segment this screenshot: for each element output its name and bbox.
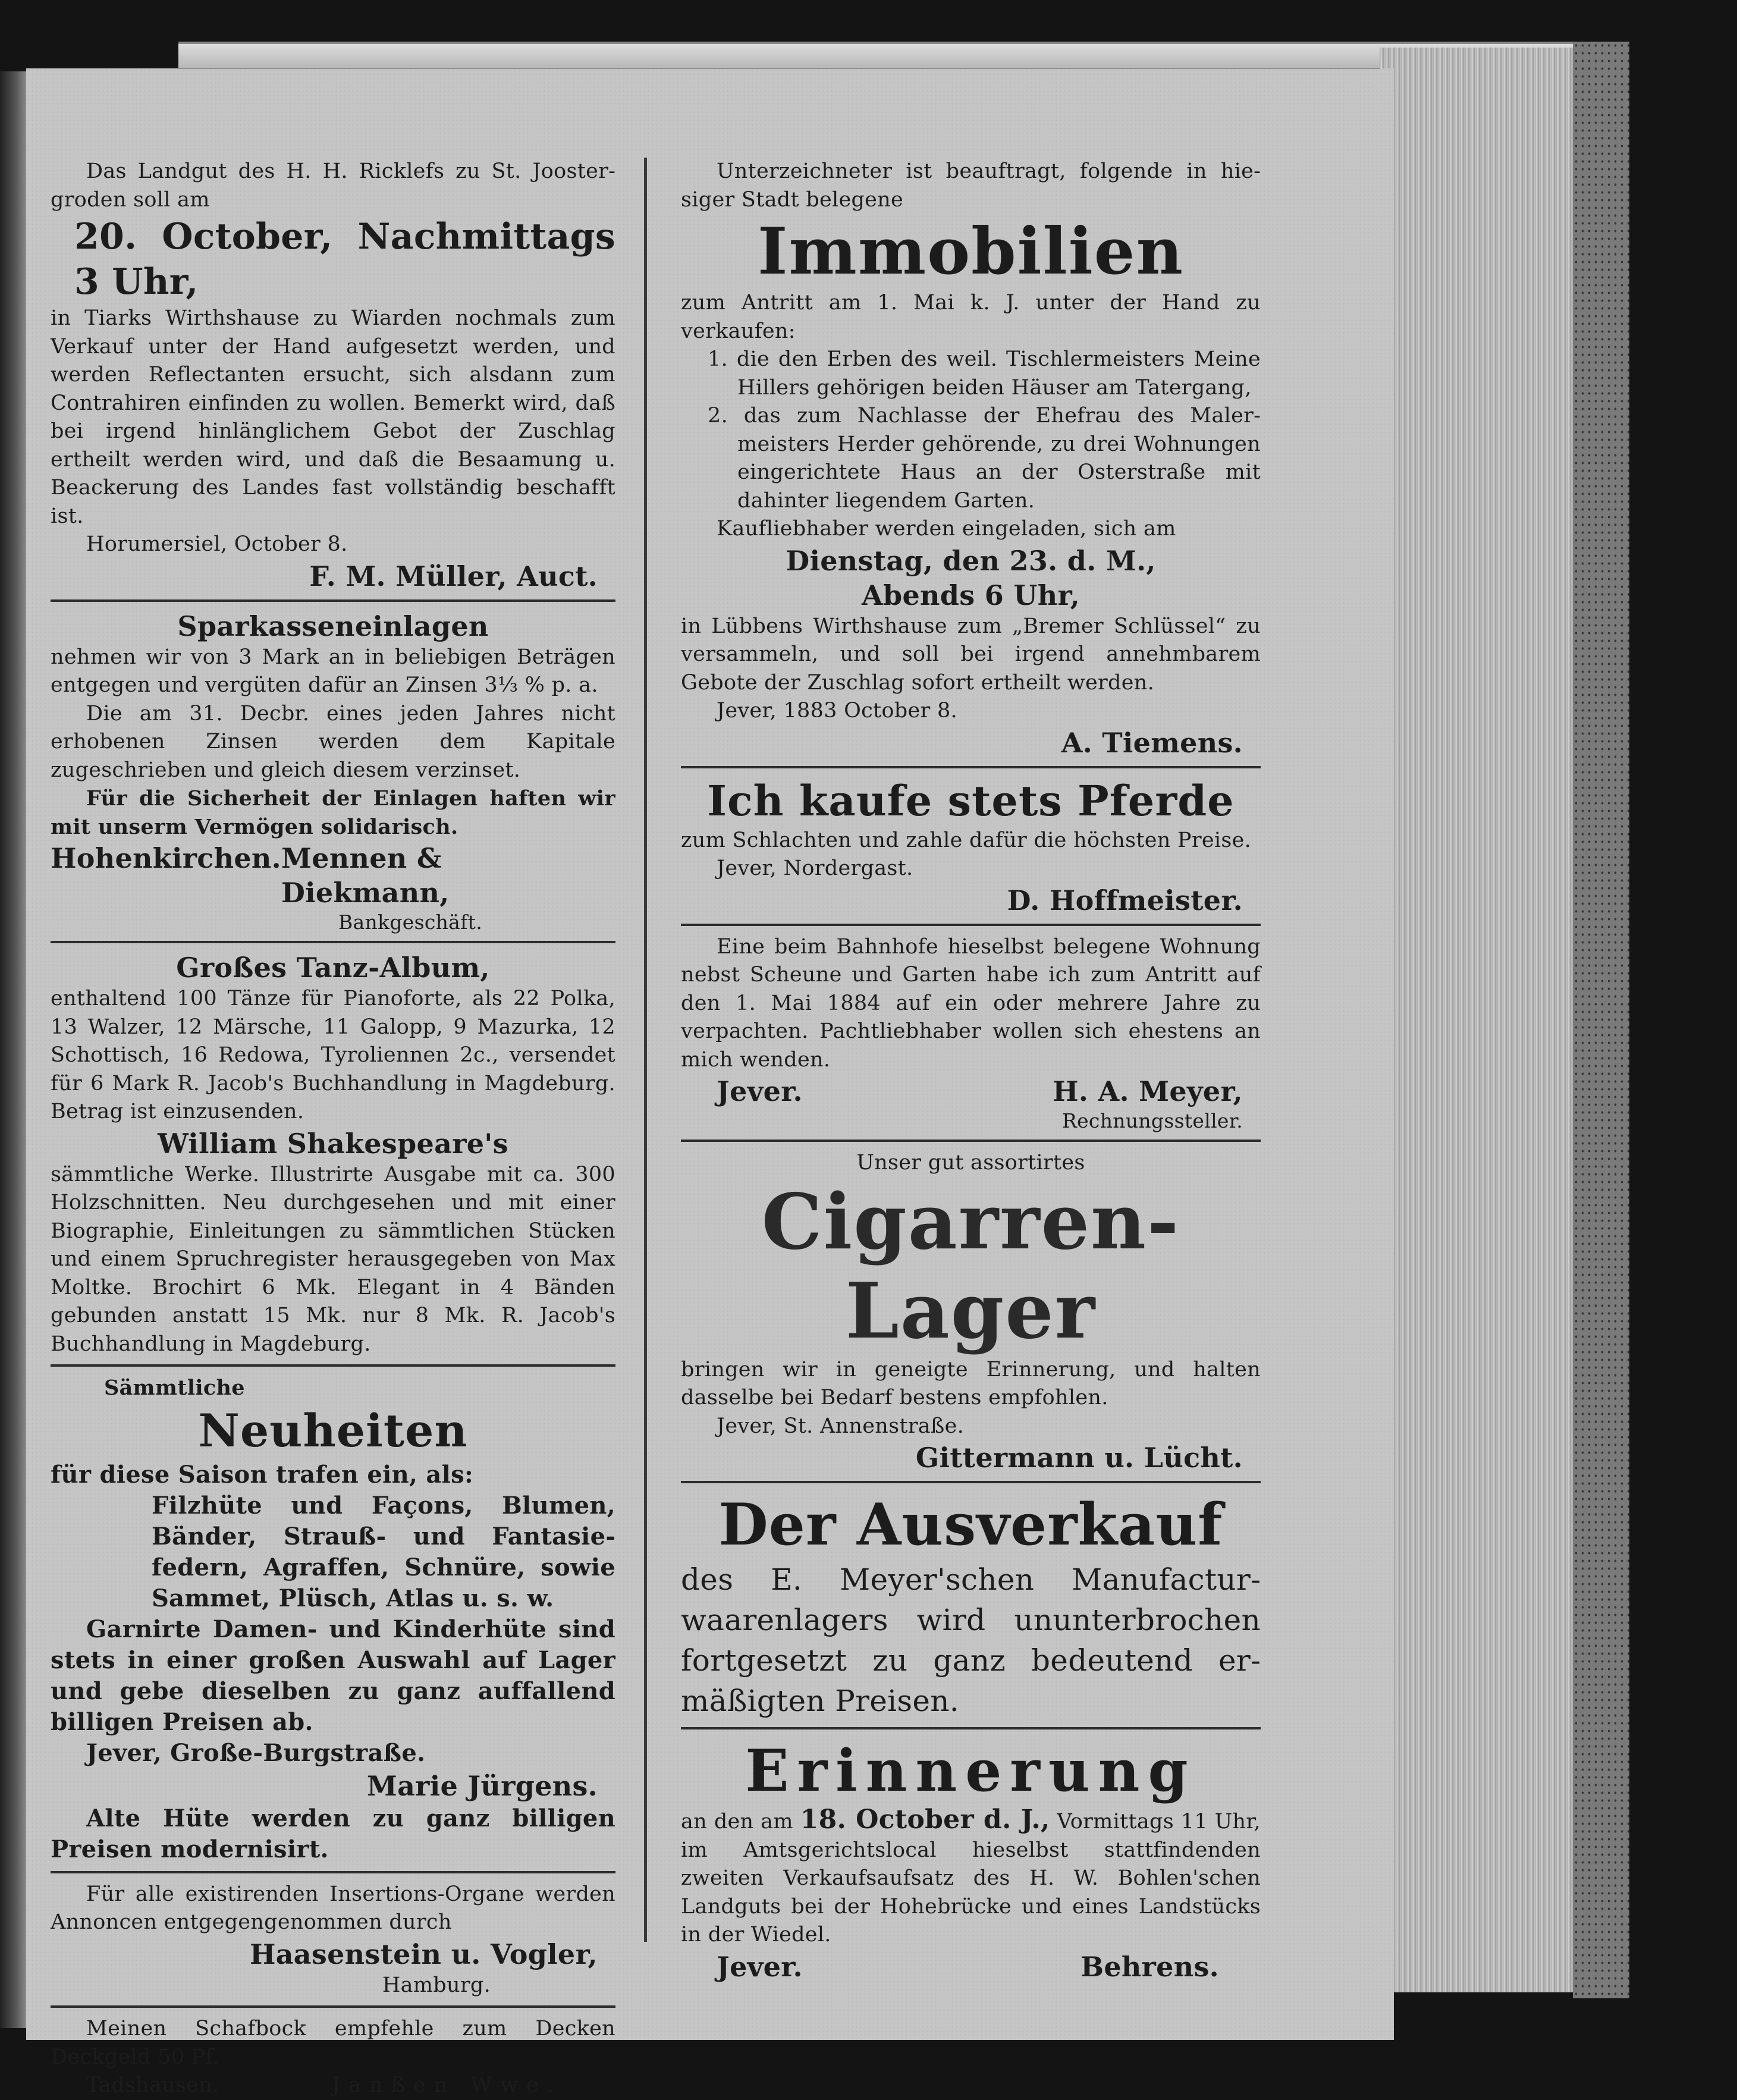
- ad-erinnerung-place: Jever.: [717, 1950, 803, 1983]
- ad-neuheiten-signature: Marie Jürgens.: [366, 1769, 598, 1802]
- ad-immobilien-place: Jever, 1883 October 8.: [717, 699, 957, 723]
- ad-sparkasse-p3: Für die Sicherheit der Einlagen haften wir mit unserm Vermögen solidarisch.: [51, 786, 615, 839]
- ad-immobilien-intro: Unterzeichneter ist beauftragt, folgende in hiesiger Stadt belegene: [681, 159, 1261, 212]
- ad-shakespeare-heading: William Shakespeare's: [158, 1127, 508, 1160]
- ad-cigarren-body: bringen wir in geneigte Erinnerung, und halten dasselbe bei Bedarf bestens empfohlen.: [681, 1357, 1261, 1410]
- ad-neuheiten-note: Alte Hüte werden zu ganz billigen Preisen modernisirt.: [51, 1804, 615, 1863]
- divider: [51, 941, 615, 943]
- divider: [51, 599, 615, 602]
- ad-ausverkauf-heading: Der Ausverkauf: [718, 1491, 1223, 1558]
- ad-immobilien: [681, 158, 1261, 760]
- ad-neuheiten-body: Garnirte Damen- und Kinderhüte sind stets in einer großen Auswahl auf Lager und gebe dieselben zu ganz auffallend billigen Preisen ab.: [51, 1615, 615, 1736]
- ad-haasenstein-body: Für alle existirenden Insertions-Organe werden Annoncen entgegengenommen durch: [51, 1882, 615, 1934]
- ad-wohnung-signature-row: [681, 1074, 1261, 1109]
- ad-erinnerung-heading: Erinnerung: [745, 1737, 1196, 1804]
- ad-tanz-album: [51, 950, 615, 1126]
- divider: [51, 1364, 615, 1367]
- ad-ausverkauf-body: des E. Meyer'schen Manufacturwaarenlagers wird ununterbrochen fortgesetzt zu ganz bedeutend ermäßigten Preisen.: [681, 1562, 1261, 1718]
- ad-erinnerung: [681, 1737, 1261, 1984]
- ad-cigarren-heading: Cigarren-Lager: [761, 1177, 1180, 1356]
- ad-sparkasse-signature-row: [51, 841, 615, 910]
- ad-neuheiten: [51, 1374, 615, 1865]
- ad-shakespeare-body: sämmtliche Werke. Illustrirte Ausgabe mit ca. 300 Holzschnitten. Neu durchgesehen und mit einer Biographie, Einleitungen zu sämmtlichen Stücken und einem Spruchregister herausgegeben von Max Moltke. Brochirt 6 Mk. Elegant in 4 Bänden gebunden anstatt 15 Mk. nur 8 Mk. R. Jacob's Buchhandlung in Magdeburg.: [51, 1162, 615, 1356]
- ad-erinnerung-text: [681, 1806, 1261, 1950]
- ad-landgut-signature: F. M. Müller, Auct.: [309, 560, 598, 592]
- ad-erinnerung-body: Vormittags 11 Uhr, im Amtsgerichtslocal hieselbst stattfindenden zweiten Verkaufsaufsatz des H. W. Bohlen'schen Landguts bei der Hohebrücke und eines Landstücks in der Wiedel.: [681, 1810, 1261, 1947]
- ad-haasenstein: [51, 1881, 615, 2000]
- ad-cigarren-intro: Unser gut assortirtes: [856, 1151, 1085, 1175]
- divider: [681, 1727, 1261, 1729]
- ad-cigarren-place: Jever, St. Annenstraße.: [717, 1414, 965, 1438]
- ad-landgut-place: Horumersiel, October 8.: [86, 532, 348, 556]
- ad-immobilien-item-1: 1. die den Erben des weil. Tischlermeisters Meine Hillers gehörigen beiden Häuser am Tatergang,: [708, 347, 1261, 400]
- book-binding: [1573, 42, 1629, 1998]
- ad-erinnerung-signature: Behrens.: [1080, 1950, 1219, 1983]
- ad-tanz-album-heading: Großes Tanz-Album,: [176, 952, 490, 984]
- divider: [681, 766, 1261, 768]
- ad-immobilien-time: Abends 6 Uhr,: [861, 579, 1080, 611]
- ad-cigarren: [681, 1149, 1261, 1475]
- ad-pferde-signature: D. Hoffmeister.: [1007, 884, 1243, 916]
- ad-immobilien-body: zum Antritt am 1. Mai k. J. unter der Hand zu verkaufen:: [681, 291, 1261, 343]
- ad-cigarren-signature: Gittermann u. Lücht.: [915, 1442, 1243, 1474]
- ad-sparkasse: [51, 609, 615, 936]
- ad-neuheiten-place: Jever, Große-Burgstraße.: [86, 1738, 426, 1767]
- ad-immobilien-date: Dienstag, den 23. d. M.,: [786, 544, 1156, 577]
- ad-ausverkauf: [681, 1490, 1261, 1721]
- ad-immobilien-body2: in Lübbens Wirthshause zum „Bremer Schlüssel“ zu versammeln, und soll bei irgend annehmbarem Gebote der Zuschlag sofort ertheilt werden.: [681, 614, 1261, 695]
- ad-landgut-intro: Das Landgut des H. H. Ricklefs zu St. Joostergroden soll am: [51, 159, 615, 212]
- ad-sparkasse-signature: Mennen & Diekmann,: [281, 842, 450, 909]
- ad-landgut: [51, 158, 615, 594]
- divider: [681, 1481, 1261, 1483]
- ad-tanz-album-body: enthaltend 100 Tänze für Pianoforte, als 22 Polka, 13 Walzer, 12 Märsche, 11 Galopp, 9 Mazurka, 12 Schottisch, 16 Redowa, Tyroliennen 2c., versendet für 6 Mark R. Jacob's Buchhandlung in Magdeburg. Betrag ist einzusenden.: [51, 987, 615, 1123]
- ad-sparkasse-p1: nehmen wir von 3 Mark an in beliebigen Beträgen entgegen und vergüten dafür an Zinsen 3⅓ % p. a.: [51, 645, 615, 697]
- ad-immobilien-invite: Kaufliebhaber werden eingeladen, sich am: [717, 517, 1176, 541]
- divider: [51, 1871, 615, 1873]
- ad-wohnung-body: Eine beim Bahnhofe hieselbst belegene Wohnung nebst Scheune und Garten habe ich zum Antritt auf den 1. Mai 1884 auf ein oder mehrere Jahre zu verpachten. Pachtliebhaber wollen sich ehestens an mich wenden.: [681, 934, 1261, 1072]
- divider: [681, 1140, 1261, 1142]
- ad-haasenstein-place: Hamburg.: [382, 1973, 491, 1997]
- ad-immobilien-heading: Immobilien: [758, 214, 1184, 289]
- book-left-edge: [0, 71, 26, 2028]
- left-column: [51, 158, 615, 2100]
- ad-pferde-place: Jever, Nordergast.: [717, 856, 913, 880]
- ad-landgut-date: 20. October, Nachmittags 3 Uhr,: [74, 216, 615, 303]
- ad-shakespeare: [51, 1126, 615, 1359]
- ad-landgut-body: in Tiarks Wirthshause zu Wiarden nochmals zum Verkauf unter der Hand aufgesetzt werden, und werden Reflectanten ersucht, sich alsdann zum Contrahiren einfinden zu wollen. Bemerkt wird, daß bei irgend hinlänglichem Gebot der Zuschlag ertheilt werden wird, und daß die Besaamung u. Beackerung des Landes fast vollständig beschafft ist.: [51, 306, 615, 528]
- ad-erinnerung-date: 18. October d. J.,: [800, 1804, 1050, 1835]
- ad-schafbock-body: Meinen Schafbock empfehle zum Decken Deckgeld 50 Pf.: [51, 2017, 615, 2069]
- ad-sparkasse-place: Hohenkirchen.: [51, 842, 281, 874]
- ad-sparkasse-sub: Bankgeschäft.: [338, 911, 483, 934]
- ad-pferde-body: zum Schlachten und zahle dafür die höchsten Preise.: [681, 828, 1252, 852]
- ad-wohnung: [681, 933, 1261, 1134]
- ad-wohnung-place: Jever.: [717, 1075, 803, 1107]
- ad-immobilien-signature: A. Tiemens.: [1061, 726, 1243, 759]
- ad-pferde-heading: Ich kaufe stets Pferde: [707, 776, 1235, 825]
- ad-erinnerung-pre: an den am: [681, 1810, 793, 1834]
- ad-schafbock-signature-row: [51, 2071, 615, 2100]
- ad-neuheiten-pre: Sämmtliche: [104, 1376, 245, 1400]
- ad-sparkasse-heading: Sparkasseneinlagen: [177, 610, 489, 642]
- ad-schafbock: [51, 2015, 615, 2100]
- ad-neuheiten-line1: für diese Saison trafen ein, als:: [51, 1460, 474, 1489]
- ad-wohnung-sub: Rechnungssteller.: [1061, 1109, 1243, 1132]
- ad-erinnerung-signature-row: [681, 1950, 1261, 1984]
- ad-haasenstein-signature: Haasenstein u. Vogler,: [249, 1938, 598, 1970]
- right-column: [681, 158, 1261, 1984]
- ad-neuheiten-items: Filzhüte und Façons, Blumen, Bänder, Strauß- und Fantasiefedern, Agraffen, Schnüre, sowie Sammet, Plüsch, Atlas u. s. w.: [152, 1491, 615, 1612]
- divider: [681, 924, 1261, 926]
- ad-immobilien-item-2: 2. das zum Nachlasse der Ehefrau des Malermeisters Herder gehörende, zu drei Wohnungen eingerichtete Haus an der Osterstraße mit dahinter liegendem Garten.: [708, 404, 1261, 513]
- ad-schafbock-place: Tadshausen.: [86, 2073, 219, 2097]
- column-divider: [644, 158, 647, 1942]
- ad-schafbock-signature: Janßen Wwe.: [332, 2073, 562, 2097]
- ad-neuheiten-heading: Neuheiten: [198, 1404, 468, 1457]
- divider: [51, 2005, 615, 2008]
- ad-sparkasse-p2: Die am 31. Decbr. eines jeden Jahres nicht erhobenen Zinsen werden dem Kapitale zugeschrieben und gleich diesem verzinset.: [51, 701, 615, 782]
- ad-pferde: [681, 776, 1261, 918]
- ad-wohnung-signature: H. A. Meyer,: [1053, 1075, 1243, 1107]
